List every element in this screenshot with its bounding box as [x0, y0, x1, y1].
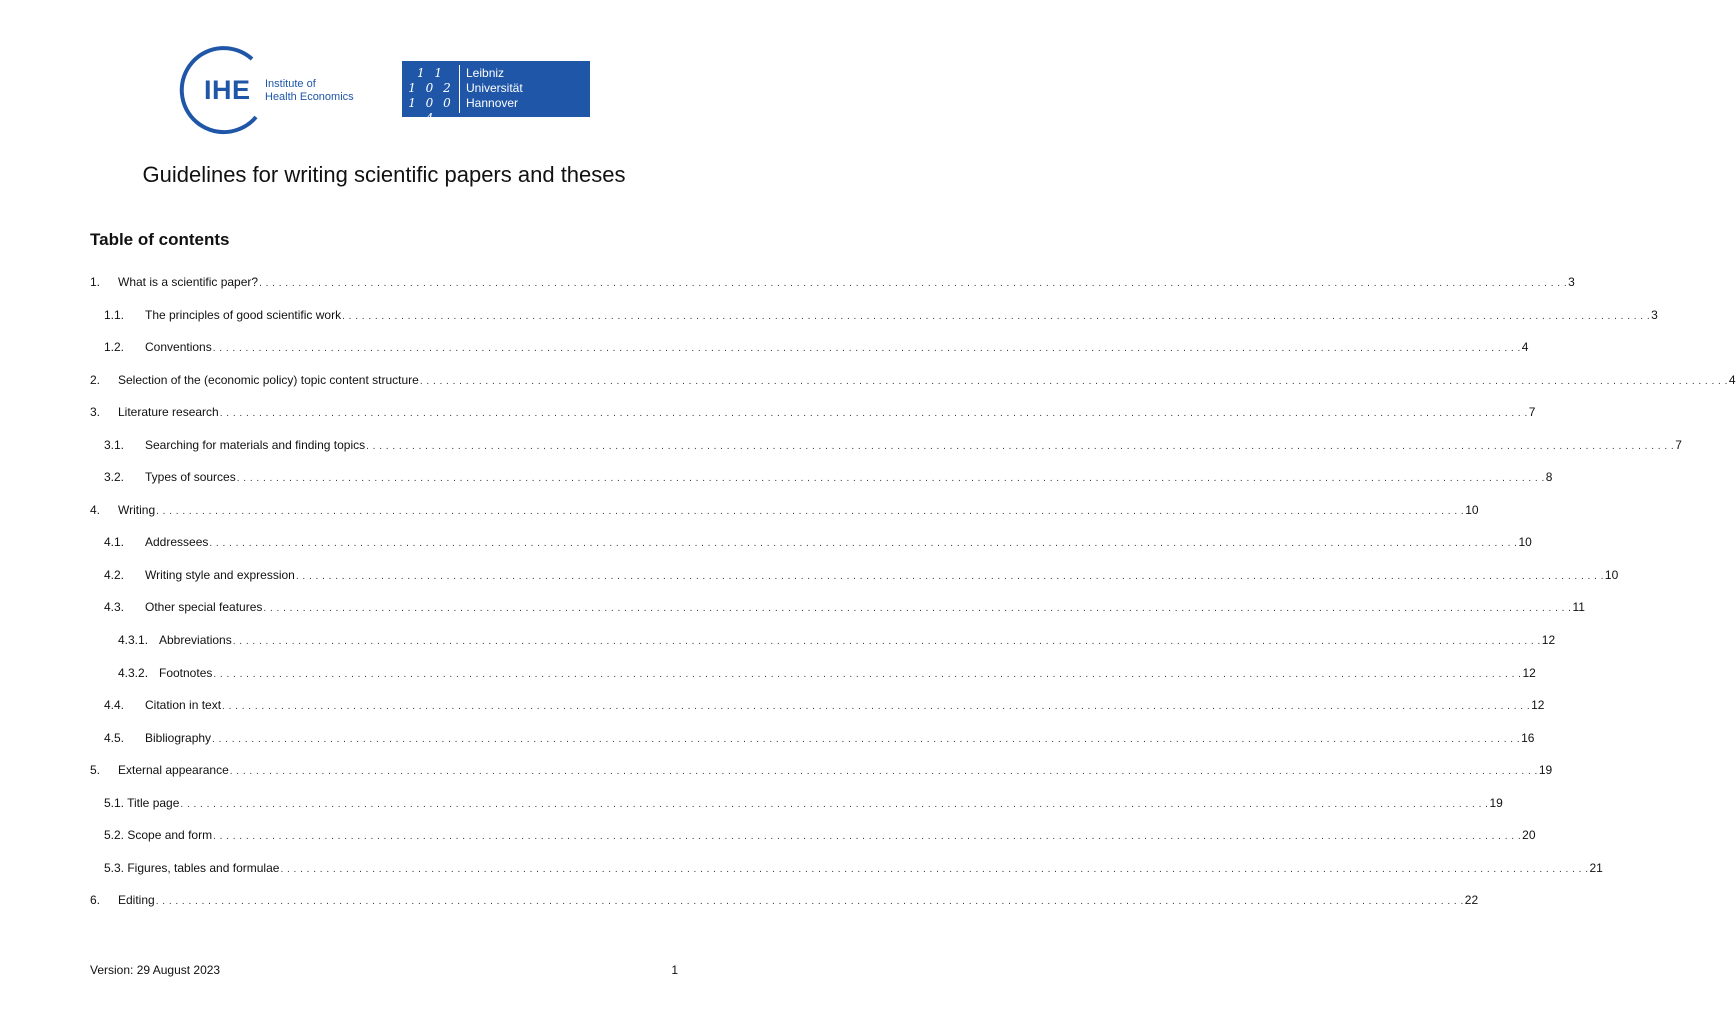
- footer-page-number: 1: [671, 963, 678, 977]
- toc-entry-page: 22: [1464, 893, 1479, 908]
- luh-digits-row-1: 1 1: [416, 66, 446, 80]
- toc-entry[interactable]: [90, 665, 1536, 699]
- luh-separator: [459, 65, 460, 113]
- toc-entry-number: 1.: [90, 275, 101, 289]
- toc-entry-number: 1.2.: [104, 340, 125, 355]
- toc-entry-label: 5.3. Figures, tables and formulae: [104, 860, 280, 875]
- toc-entry-number: 4.: [90, 502, 101, 517]
- toc-entry-page: 4: [1521, 340, 1529, 355]
- toc-entry-number: 1.1.: [104, 307, 125, 322]
- toc-entry-label: Writing style and expression: [145, 567, 295, 582]
- toc-entry[interactable]: [90, 600, 1585, 633]
- toc-entry-number: 5.: [90, 763, 101, 778]
- luh-name-line-1: Leibniz: [466, 66, 505, 80]
- toc-entry-page: 21: [1589, 860, 1603, 875]
- toc-entry-label: Bibliography: [145, 730, 212, 745]
- toc-leader-dots: . . . . . . . . . . . . . . . . . . . . . . . . . . . . . . . . . . . . . . . . . . . . . . . . . . . . . . . . . . . . . . . . . . . . . . . . . . . . . . . . . . . . . . . . . . . . . . . . . . . . . . . . . . . . . . . . . . . . . . . . . . . . . . . . . . . . . . . . . . . . . . . . . . . . . . . . . . . . . . . . . . . . . . . . . . . . . . . . . . . . . . . . . . . . . . . . . . . . . . . .: [212, 343, 1521, 355]
- toc-entry-label: Other special features: [145, 600, 263, 615]
- toc-entry[interactable]: [90, 470, 1553, 503]
- toc-leader-dots: . . . . . . . . . . . . . . . . . . . . . . . . . . . . . . . . . . . . . . . . . . . . . . . . . . . . . . . . . . . . . . . . . . . . . . . . . . . . . . . . . . . . . . . . . . . . . . . . . . . . . . . . . . . . . . . . . . . . . . . . . . . . . . . . . . . . . . . . . . . . . . . . . . . . . . . . . . . . . . . . . . . . . . . . . . . . . . . . . . . . . . . . . . . . . . . . . . . . . . . .: [366, 440, 1675, 452]
- toc-entry-page: 7: [1675, 437, 1682, 452]
- toc-entry-label: Conventions: [145, 340, 212, 355]
- toc-entry-label: Literature research: [118, 405, 219, 420]
- logo-bar: [0, 45, 768, 135]
- toc-entry-page: 16: [1521, 730, 1535, 745]
- toc-leader-dots: . . . . . . . . . . . . . . . . . . . . . . . . . . . . . . . . . . . . . . . . . . . . . . . . . . . . . . . . . . . . . . . . . . . . . . . . . . . . . . . . . . . . . . . . . . . . . . . . . . . . . . . . . . . . . . . . . . . . . . . . . . . . . . . . . . . . . . . . . . . . . . . . . . . . . . . . . . . . . . . . . . . . . . . . . . . . . . . . . . . . . . . . . . . . . . . . . . . . . . . .: [212, 733, 1521, 745]
- toc-leader-dots: . . . . . . . . . . . . . . . . . . . . . . . . . . . . . . . . . . . . . . . . . . . . . . . . . . . . . . . . . . . . . . . . . . . . . . . . . . . . . . . . . . . . . . . . . . . . . . . . . . . . . . . . . . . . . . . . . . . . . . . . . . . . . . . . . . . . . . . . . . . . . . . . . . . . . . . . . . . . . . . . . . . . . . . . . . . . . . . . . . . . . . . . . . . . . . . . . . . . . . . .: [155, 896, 1464, 908]
- toc-leader-dots: . . . . . . . . . . . . . . . . . . . . . . . . . . . . . . . . . . . . . . . . . . . . . . . . . . . . . . . . . . . . . . . . . . . . . . . . . . . . . . . . . . . . . . . . . . . . . . . . . . . . . . . . . . . . . . . . . . . . . . . . . . . . . . . . . . . . . . . . . . . . . . . . . . . . . . . . . . . . . . . . . . . . . . . . . . . . . . . . . . . . . . . . . . . . . . . . . . . . . . . .: [342, 310, 1651, 322]
- toc-entry-page: 19: [1538, 763, 1553, 778]
- toc-leader-dots: . . . . . . . . . . . . . . . . . . . . . . . . . . . . . . . . . . . . . . . . . . . . . . . . . . . . . . . . . . . . . . . . . . . . . . . . . . . . . . . . . . . . . . . . . . . . . . . . . . . . . . . . . . . . . . . . . . . . . . . . . . . . . . . . . . . . . . . . . . . . . . . . . . . . . . . . . . . . . . . . . . . . . . . . . . . . . . . . . . . . . . . . . . . . . . . . . . . . . . . .: [259, 278, 1568, 289]
- toc-entry-page: 7: [1528, 405, 1536, 420]
- toc-entry[interactable]: [90, 372, 1736, 406]
- toc-entry[interactable]: [90, 405, 1536, 438]
- toc-leader-dots: . . . . . . . . . . . . . . . . . . . . . . . . . . . . . . . . . . . . . . . . . . . . . . . . . . . . . . . . . . . . . . . . . . . . . . . . . . . . . . . . . . . . . . . . . . . . . . . . . . . . . . . . . . . . . . . . . . . . . . . . . . . . . . . . . . . . . . . . . . . . . . . . . . . . . . . . . . . . . . . . . . . . . . . . . . . . . . . . . . . . . . . . . . . . . . . . . . . . . . . .: [209, 538, 1518, 550]
- ihe-logo: [172, 45, 372, 135]
- toc-entry-page: 20: [1522, 828, 1536, 843]
- luh-logo: [402, 61, 590, 125]
- toc-entry-label: 5.1. Title page: [104, 795, 180, 810]
- toc-entry-number: 3.: [90, 405, 101, 420]
- ihe-abbr: IHE: [204, 75, 251, 105]
- toc-entry-label: Types of sources: [145, 470, 236, 485]
- toc-leader-dots: . . . . . . . . . . . . . . . . . . . . . . . . . . . . . . . . . . . . . . . . . . . . . . . . . . . . . . . . . . . . . . . . . . . . . . . . . . . . . . . . . . . . . . . . . . . . . . . . . . . . . . . . . . . . . . . . . . . . . . . . . . . . . . . . . . . . . . . . . . . . . . . . . . . . . . . . . . . . . . . . . . . . . . . . . . . . . . . . . . . . . . . . . . . . . . . . . . . . . . . .: [213, 831, 1522, 843]
- toc-entry-label: External appearance: [118, 763, 229, 778]
- toc-entry-page: 3: [1651, 307, 1658, 322]
- luh-digits-row-3: 1 0 0 4: [408, 96, 454, 125]
- toc-entry-page: 12: [1531, 698, 1545, 713]
- toc-entry-number: 4.3.1.: [118, 633, 149, 648]
- toc-entry-number: 3.2.: [104, 470, 125, 485]
- toc-entry[interactable]: [90, 437, 1682, 471]
- toc-entry[interactable]: [90, 340, 1529, 373]
- toc-entry-label: Citation in text: [145, 698, 222, 713]
- toc-entry-label: Searching for materials and finding topics: [145, 437, 366, 452]
- document-title: Guidelines for writing scientific papers and theses: [142, 162, 626, 187]
- toc-entry-page: 10: [1518, 535, 1532, 550]
- toc-leader-dots: . . . . . . . . . . . . . . . . . . . . . . . . . . . . . . . . . . . . . . . . . . . . . . . . . . . . . . . . . . . . . . . . . . . . . . . . . . . . . . . . . . . . . . . . . . . . . . . . . . . . . . . . . . . . . . . . . . . . . . . . . . . . . . . . . . . . . . . . . . . . . . . . . . . . . . . . . . . . . . . . . . . . . . . . . . . . . . . . . . . . . . . . . . . . . . . . . . . . . . . .: [222, 701, 1531, 713]
- toc-entry-number: 6.: [90, 893, 101, 908]
- ihe-name: [265, 78, 354, 104]
- toc-entry-label: Abbreviations: [159, 633, 232, 648]
- toc-entry-page: 10: [1604, 567, 1619, 582]
- toc-entry-page: 12: [1541, 633, 1556, 648]
- toc-entry-page: 19: [1489, 795, 1503, 810]
- toc-entry-number: 2.: [90, 372, 101, 387]
- toc-leader-dots: . . . . . . . . . . . . . . . . . . . . . . . . . . . . . . . . . . . . . . . . . . . . . . . . . . . . . . . . . . . . . . . . . . . . . . . . . . . . . . . . . . . . . . . . . . . . . . . . . . . . . . . . . . . . . . . . . . . . . . . . . . . . . . . . . . . . . . . . . . . . . . . . . . . . . . . . . . . . . . . . . . . . . . . . . . . . . . . . . . . . . . . . . . . . . . . . . . . . . . . .: [295, 570, 1604, 582]
- toc-leader-dots: . . . . . . . . . . . . . . . . . . . . . . . . . . . . . . . . . . . . . . . . . . . . . . . . . . . . . . . . . . . . . . . . . . . . . . . . . . . . . . . . . . . . . . . . . . . . . . . . . . . . . . . . . . . . . . . . . . . . . . . . . . . . . . . . . . . . . . . . . . . . . . . . . . . . . . . . . . . . . . . . . . . . . . . . . . . . . . . . . . . . . . . . . . . . . . . . . . . . . . . .: [263, 603, 1572, 615]
- toc-entry-number: 3.1.: [104, 437, 125, 452]
- toc-entry-page: 10: [1465, 502, 1479, 517]
- table-of-contents: [90, 275, 1736, 926]
- toc-entry-page: 11: [1572, 600, 1585, 615]
- toc-entry-page: 4: [1728, 372, 1736, 387]
- toc-entry-number: 4.1.: [104, 535, 125, 550]
- toc-entry-label: Selection of the (economic policy) topic content structure: [118, 372, 419, 387]
- luh-digit-mark: [406, 66, 456, 126]
- toc-entry[interactable]: [90, 275, 1575, 308]
- toc-entry[interactable]: [90, 307, 1658, 341]
- toc-leader-dots: . . . . . . . . . . . . . . . . . . . . . . . . . . . . . . . . . . . . . . . . . . . . . . . . . . . . . . . . . . . . . . . . . . . . . . . . . . . . . . . . . . . . . . . . . . . . . . . . . . . . . . . . . . . . . . . . . . . . . . . . . . . . . . . . . . . . . . . . . . . . . . . . . . . . . . . . . . . . . . . . . . . . . . . . . . . . . . . . . . . . . . . . . . . . . . . . . . . . . . . .: [419, 375, 1728, 387]
- toc-entry-label: Editing: [118, 893, 155, 908]
- toc-leader-dots: . . . . . . . . . . . . . . . . . . . . . . . . . . . . . . . . . . . . . . . . . . . . . . . . . . . . . . . . . . . . . . . . . . . . . . . . . . . . . . . . . . . . . . . . . . . . . . . . . . . . . . . . . . . . . . . . . . . . . . . . . . . . . . . . . . . . . . . . . . . . . . . . . . . . . . . . . . . . . . . . . . . . . . . . . . . . . . . . . . . . . . . . . . . . . . . . . . . . . . . .: [219, 408, 1528, 420]
- luh-name-line-3: Hannover: [466, 96, 519, 110]
- toc-entry[interactable]: [90, 763, 1553, 796]
- luh-digits-row-2: 1 0 2: [408, 81, 454, 95]
- toc-leader-dots: . . . . . . . . . . . . . . . . . . . . . . . . . . . . . . . . . . . . . . . . . . . . . . . . . . . . . . . . . . . . . . . . . . . . . . . . . . . . . . . . . . . . . . . . . . . . . . . . . . . . . . . . . . . . . . . . . . . . . . . . . . . . . . . . . . . . . . . . . . . . . . . . . . . . . . . . . . . . . . . . . . . . . . . . . . . . . . . . . . . . . . . . . . . . . . . . . . . . . . . .: [180, 798, 1489, 810]
- toc-entry-number: 4.2.: [104, 567, 125, 582]
- toc-leader-dots: . . . . . . . . . . . . . . . . . . . . . . . . . . . . . . . . . . . . . . . . . . . . . . . . . . . . . . . . . . . . . . . . . . . . . . . . . . . . . . . . . . . . . . . . . . . . . . . . . . . . . . . . . . . . . . . . . . . . . . . . . . . . . . . . . . . . . . . . . . . . . . . . . . . . . . . . . . . . . . . . . . . . . . . . . . . . . . . . . . . . . . . . . . . . . . . . . . . . . . . .: [156, 505, 1465, 517]
- toc-entry-label: 5.2. Scope and form: [104, 828, 213, 843]
- ihe-name-line-1: Institute of: [265, 78, 316, 90]
- toc-entry[interactable]: [90, 893, 1479, 926]
- toc-entry-label: Footnotes: [159, 665, 213, 680]
- toc-entry-label: What is a scientific paper?: [118, 275, 259, 289]
- toc-entry-page: 12: [1522, 665, 1536, 680]
- toc-leader-dots: . . . . . . . . . . . . . . . . . . . . . . . . . . . . . . . . . . . . . . . . . . . . . . . . . . . . . . . . . . . . . . . . . . . . . . . . . . . . . . . . . . . . . . . . . . . . . . . . . . . . . . . . . . . . . . . . . . . . . . . . . . . . . . . . . . . . . . . . . . . . . . . . . . . . . . . . . . . . . . . . . . . . . . . . . . . . . . . . . . . . . . . . . . . . . . . . . . . . . . . .: [280, 863, 1589, 875]
- toc-entry[interactable]: [90, 633, 1556, 666]
- toc-entry-number: 4.4.: [104, 698, 125, 713]
- toc-entry[interactable]: [90, 567, 1619, 601]
- luh-name-line-2: Universität: [466, 81, 523, 95]
- toc-leader-dots: . . . . . . . . . . . . . . . . . . . . . . . . . . . . . . . . . . . . . . . . . . . . . . . . . . . . . . . . . . . . . . . . . . . . . . . . . . . . . . . . . . . . . . . . . . . . . . . . . . . . . . . . . . . . . . . . . . . . . . . . . . . . . . . . . . . . . . . . . . . . . . . . . . . . . . . . . . . . . . . . . . . . . . . . . . . . . . . . . . . . . . . . . . . . . . . . . . . . . . . .: [232, 636, 1541, 648]
- toc-leader-dots: . . . . . . . . . . . . . . . . . . . . . . . . . . . . . . . . . . . . . . . . . . . . . . . . . . . . . . . . . . . . . . . . . . . . . . . . . . . . . . . . . . . . . . . . . . . . . . . . . . . . . . . . . . . . . . . . . . . . . . . . . . . . . . . . . . . . . . . . . . . . . . . . . . . . . . . . . . . . . . . . . . . . . . . . . . . . . . . . . . . . . . . . . . . . . . . . . . . . . . . .: [213, 668, 1522, 680]
- ihe-name-line-2: Health Economics: [265, 91, 354, 103]
- toc-leader-dots: . . . . . . . . . . . . . . . . . . . . . . . . . . . . . . . . . . . . . . . . . . . . . . . . . . . . . . . . . . . . . . . . . . . . . . . . . . . . . . . . . . . . . . . . . . . . . . . . . . . . . . . . . . . . . . . . . . . . . . . . . . . . . . . . . . . . . . . . . . . . . . . . . . . . . . . . . . . . . . . . . . . . . . . . . . . . . . . . . . . . . . . . . . . . . . . . . . . . . . . .: [236, 473, 1545, 485]
- toc-heading: Table of contents: [90, 230, 230, 249]
- toc-entry-page: 8: [1545, 470, 1553, 485]
- toc-entry[interactable]: [90, 828, 1536, 861]
- toc-entry-label: Writing: [118, 502, 156, 517]
- toc-entry-page: 3: [1568, 275, 1575, 289]
- toc-entry-number: 4.3.: [104, 600, 125, 615]
- toc-entry[interactable]: [90, 730, 1535, 764]
- luh-name: [466, 66, 523, 111]
- toc-entry-number: 4.3.2.: [118, 665, 149, 680]
- toc-entry-label: Addressees: [145, 535, 209, 550]
- toc-entry-label: The principles of good scientific work: [145, 307, 342, 322]
- toc-entry-number: 4.5.: [104, 730, 125, 745]
- toc-entry[interactable]: [90, 502, 1479, 536]
- footer-version: Version: 29 August 2023: [90, 963, 221, 977]
- toc-entry[interactable]: [90, 535, 1532, 568]
- toc-entry[interactable]: [90, 860, 1603, 894]
- toc-entry[interactable]: [90, 795, 1503, 829]
- toc-leader-dots: . . . . . . . . . . . . . . . . . . . . . . . . . . . . . . . . . . . . . . . . . . . . . . . . . . . . . . . . . . . . . . . . . . . . . . . . . . . . . . . . . . . . . . . . . . . . . . . . . . . . . . . . . . . . . . . . . . . . . . . . . . . . . . . . . . . . . . . . . . . . . . . . . . . . . . . . . . . . . . . . . . . . . . . . . . . . . . . . . . . . . . . . . . . . . . . . . . . . . . . .: [229, 766, 1538, 778]
- toc-entry[interactable]: [90, 698, 1545, 731]
